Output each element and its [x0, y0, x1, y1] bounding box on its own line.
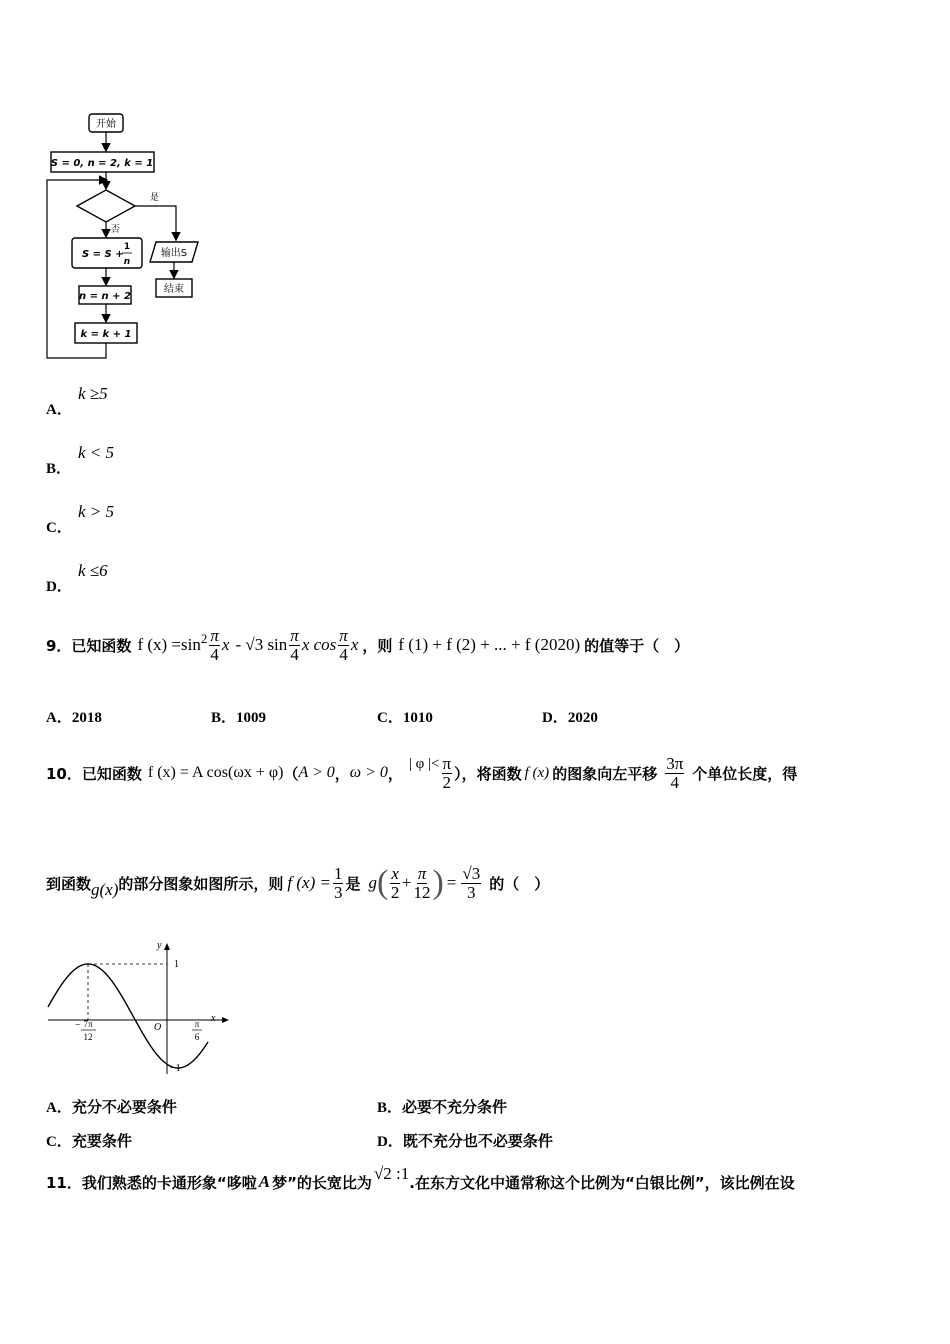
q9-sum: f (1) + f (2) + ... + f (2020): [398, 635, 581, 654]
flow-yes-label: 是: [150, 193, 160, 203]
option-letter: D．: [46, 579, 72, 595]
q10-shift-text2: 的图象向左平移: [552, 764, 658, 783]
x-left-num: 7π: [83, 1019, 93, 1029]
q8-option-a-expr: k ≥5: [78, 384, 108, 403]
q10-tail: 的（ ）: [489, 874, 550, 893]
q8-option-d[interactable]: [46, 575, 72, 596]
q10-frac-1-3: $\frac{1}{3}$: [333, 863, 343, 902]
q9-tail: 的值等于（ ）: [584, 636, 690, 655]
q10-stem-line2: 到函数 g(x) 的部分图象如图所示，则 f (x) = $\frac{1}{3}$ 是 g ( $\frac{x}{2}$ + $\frac{\pi}{12}$ ) = $\frac{√3}{3}$ 的（ ）: [46, 863, 550, 902]
cosine-curve: [48, 964, 208, 1068]
flow-no-label: 否: [111, 225, 121, 235]
q8-option-c-expr: k > 5: [78, 502, 115, 521]
q10-w-pos: ω > 0: [349, 764, 388, 781]
q10-fx: f (x) = A cos(ωx + φ): [147, 764, 284, 781]
x-left-den: 12: [83, 1032, 93, 1042]
q10-is: 是: [345, 874, 361, 893]
q11-ratio: √2 :1: [373, 1164, 410, 1183]
q9-frac1: $\frac{\pi}{4}$: [210, 625, 219, 664]
flow-end-text: 结束: [164, 284, 184, 295]
flow-decision: [77, 190, 135, 222]
q9-minus-sqrt3: - √3 sin: [235, 635, 288, 654]
q10-phi-abs: | φ |<: [408, 755, 440, 772]
q8-option-a[interactable]: [46, 398, 72, 419]
cosine-graph: [44, 938, 234, 1078]
flowchart: [40, 108, 220, 366]
q10-frac-x2: $\frac{x}{2}$: [390, 863, 400, 902]
q8-option-d-expr: k ≤6: [78, 561, 108, 580]
q10-rparen: ): [432, 864, 444, 901]
q10-line2-a: 到函数: [46, 874, 92, 893]
q9-option-d[interactable]: D．2020: [542, 710, 598, 726]
q10-lparen: (: [376, 864, 389, 901]
q8-option-b-expr: k < 5: [78, 443, 115, 462]
q9-option-b[interactable]: B．1009: [211, 710, 267, 726]
q10-fx2: f (x): [524, 764, 550, 781]
q10-option-b[interactable]: B．必要不充分条件: [377, 1098, 508, 1116]
q9-frac3: $\frac{\pi}{4}$: [339, 625, 348, 664]
option-letter: C．: [46, 520, 72, 536]
q9-x1: x: [221, 635, 230, 654]
flow-output-text: 输出S: [160, 248, 188, 259]
x-axis-label: x: [211, 1013, 216, 1024]
q10-comma1: ，: [334, 764, 350, 783]
flow-step-k-text: k = k + 1: [80, 329, 132, 340]
flow-step-s-den: n: [123, 257, 131, 267]
option-letter: B．: [46, 461, 72, 477]
x-right-num: π: [194, 1019, 200, 1029]
q10-a-pos: A > 0: [298, 764, 335, 781]
x-left-sign: −: [75, 1020, 81, 1031]
q9-sup2: 2: [200, 631, 208, 646]
q9-frac2: $\frac{\pi}{4}$: [290, 625, 299, 664]
origin-label: O: [154, 1022, 162, 1033]
q10-option-c[interactable]: C．充要条件: [46, 1132, 132, 1150]
q8-option-c[interactable]: [46, 516, 72, 537]
q10-frac-sqrt3-3: $\frac{√3}{3}$: [462, 863, 481, 902]
flow-start-text: 开始: [96, 119, 116, 130]
q10-number: 10．已知函数: [46, 764, 142, 783]
q10-gx: g(x): [91, 880, 119, 899]
q9-option-c[interactable]: C．1010: [377, 710, 433, 726]
q10-fx-eq: f (x) =: [287, 873, 331, 892]
y-bottom-label: −1: [170, 1063, 181, 1074]
y-axis-label: y: [157, 940, 162, 951]
q10-frac-3pi4: $\frac{3\pi}{4}$: [666, 753, 684, 792]
q10-frac-pi12: $\frac{\pi}{12}$: [413, 863, 431, 902]
flow-init-text: S = 0, n = 2, k = 1: [50, 158, 154, 169]
flow-step-s-num: 1: [123, 242, 131, 252]
flow-step-n-text: n = n + 2: [79, 291, 131, 302]
q9-fx: f (x) =sin: [137, 635, 201, 654]
q9-option-a[interactable]: A．2018: [46, 710, 102, 726]
q9-stem: [46, 620, 689, 670]
option-letter: A．: [46, 402, 72, 418]
q9-number: 9．已知函数: [46, 636, 132, 655]
q9-cos: x cos: [301, 635, 337, 654]
q10-line2-b: 的部分图象如图所示，则: [118, 874, 284, 893]
q10-unit-text: 个单位长度，得: [692, 764, 798, 783]
q11-meng: 梦”的长宽比为: [272, 1173, 372, 1192]
q9-then: ，则: [362, 636, 393, 655]
q11-a: A: [258, 1172, 271, 1191]
q10-eq: =: [446, 873, 457, 892]
y-top-label: 1: [174, 959, 179, 970]
q10-g: g: [368, 873, 377, 892]
x-right-den: 6: [194, 1032, 200, 1042]
q10-option-a[interactable]: A．充分不必要条件: [46, 1098, 177, 1116]
q11-number: 11．我们熟悉的卡通形象“哆啦: [46, 1173, 257, 1192]
q10-option-d[interactable]: D．既不充分也不必要条件: [377, 1132, 553, 1150]
q8-option-b[interactable]: [46, 457, 71, 478]
q10-shift-text: ），将函数: [454, 764, 522, 783]
q10-stem-line1: [46, 740, 797, 806]
q11-stem: [46, 1162, 795, 1202]
q10-comma2: ，: [387, 764, 403, 783]
q11-rest: .在东方文化中通常称这个比例为“白银比例”，该比例在设: [409, 1173, 795, 1192]
q10-cond-open: （: [283, 764, 299, 783]
flow-step-s-lhs: S = S +: [82, 249, 124, 260]
q9-x2: x: [350, 635, 359, 654]
q10-frac-pi2: $\frac{\pi}{2}$: [442, 753, 452, 792]
